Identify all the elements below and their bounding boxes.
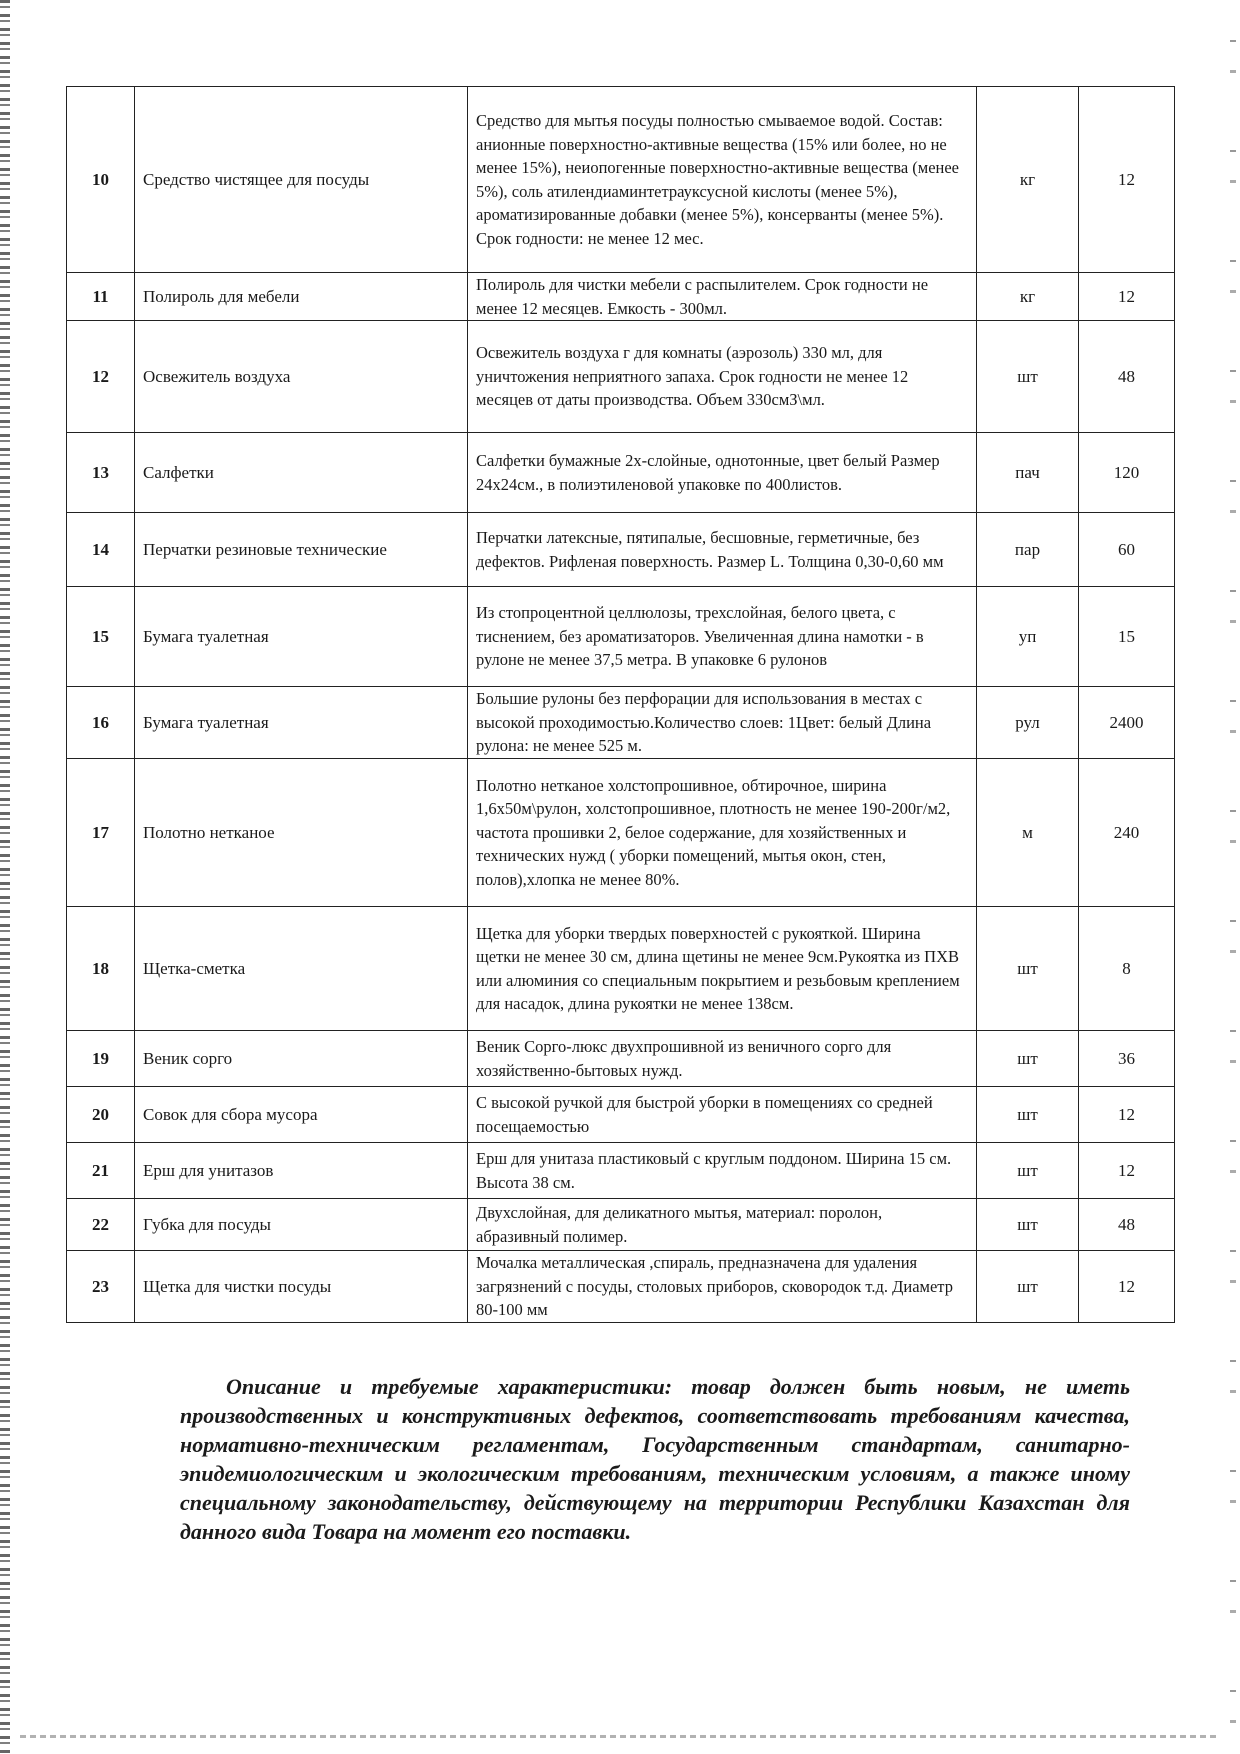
table-row: [67, 513, 1175, 587]
item-quantity: 12: [1079, 1087, 1175, 1143]
item-name: Освежитель воздуха: [135, 321, 468, 433]
item-name: Полироль для мебели: [135, 273, 468, 321]
item-name: Бумага туалетная: [135, 687, 468, 759]
item-description: Полироль для чистки мебели с распылителем. Срок годности не менее 12 месяцев. Емкость - 300мл.: [468, 273, 977, 321]
row-number: 20: [67, 1087, 135, 1143]
item-unit: м: [977, 759, 1079, 907]
item-unit: рул: [977, 687, 1079, 759]
scan-edge-artifact: [20, 1735, 1220, 1738]
item-description: Полотно нетканое холстопрошивное, обтирочное, ширина 1,6х50м\рулон, холстопрошивное, плотность не менее 190-200г/м2, частота прошивки 2, белое содержание, для хозяйственных и технических нужд ( уборки помещений, мытья окон, стен, полов),хлопка не менее 80%.: [468, 759, 977, 907]
table-row: [67, 1031, 1175, 1087]
row-number: 13: [67, 433, 135, 513]
item-quantity: 15: [1079, 587, 1175, 687]
item-description: Перчатки латексные, пятипалые, бесшовные, герметичные, без дефектов. Рифленая поверхность. Размер L. Толщина 0,30-0,60 мм: [468, 513, 977, 587]
table-row: [67, 1087, 1175, 1143]
row-number: 21: [67, 1143, 135, 1199]
item-description: Освежитель воздуха г для комнаты (аэрозоль) 330 мл, для уничтожения неприятного запаха. Срок годности не менее 12 месяцев от даты производства. Объем 330смЗ\мл.: [468, 321, 977, 433]
item-description: Средство для мытья посуды полностью смываемое водой. Состав: анионные поверхностно-активные вещества (15% или более, но не менее 15%), неиопогенные поверхностно-активные вещества (менее 5%), соль атилендиаминтетрауксусной кислоты (менее 5%), ароматизированные добавки (менее 5%), консерванты (менее 5%). Срок годности: не менее 12 мес.: [468, 87, 977, 273]
item-name: Щетка для чистки посуды: [135, 1251, 468, 1323]
row-number: 23: [67, 1251, 135, 1323]
requirements-note: Описание и требуемые характеристики: товар должен быть новым, не иметь производственных и конструктивных дефектов, соответствовать требованиям качества, нормативно-техническим регламентам, Государственным стандартам, санитарно-эпидемиологическим и экологическим требованиям, техническим условиям, а также иному специальному законодательству, действующему на территории Республики Казахстан для данного вида Товара на момент его поставки.: [180, 1374, 1130, 1544]
item-description: Из стопроцентной целлюлозы, трехслойная, белого цвета, с тиснением, без ароматизаторов. Увеличенная длина намотки - в рулоне не менее 37,5 метра. В упаковке 6 рулонов: [468, 587, 977, 687]
table-row: [67, 433, 1175, 513]
item-unit: шт: [977, 907, 1079, 1031]
item-description: Салфетки бумажные 2х-слойные, однотонные, цвет белый Размер 24х24см., в полиэтиленовой упаковке по 400листов.: [468, 433, 977, 513]
item-name: Губка для посуды: [135, 1199, 468, 1251]
item-name: Перчатки резиновые технические: [135, 513, 468, 587]
item-quantity: 12: [1079, 1251, 1175, 1323]
items-table: [66, 86, 1175, 1323]
item-name: Совок для сбора мусора: [135, 1087, 468, 1143]
item-quantity: 48: [1079, 321, 1175, 433]
item-quantity: 60: [1079, 513, 1175, 587]
row-number: 19: [67, 1031, 135, 1087]
table-row: [67, 1199, 1175, 1251]
item-quantity: 12: [1079, 1143, 1175, 1199]
item-unit: шт: [977, 1143, 1079, 1199]
item-name: Салфетки: [135, 433, 468, 513]
row-number: 12: [67, 321, 135, 433]
document-page: [66, 86, 1174, 1323]
item-name: Щетка-сметка: [135, 907, 468, 1031]
item-quantity: 8: [1079, 907, 1175, 1031]
item-name: Средство чистящее для посуды: [135, 87, 468, 273]
item-description: Щетка для уборки твердых поверхностей с рукояткой. Ширина щетки не менее 30 см, длина щетины не менее 9см.Рукоятка из ПХВ или алюминия со специальным покрытием и резьбовым креплением для насадок, длина рукоятки не менее 138см.: [468, 907, 977, 1031]
row-number: 22: [67, 1199, 135, 1251]
table-row: [67, 587, 1175, 687]
scan-edge-artifact: [0, 0, 10, 1754]
table-row: [67, 759, 1175, 907]
row-number: 14: [67, 513, 135, 587]
item-quantity: 240: [1079, 759, 1175, 907]
item-description: Ерш для унитаза пластиковый с круглым поддоном. Ширина 15 см. Высота 38 см.: [468, 1143, 977, 1199]
row-number: 16: [67, 687, 135, 759]
item-name: Веник сорго: [135, 1031, 468, 1087]
row-number: 10: [67, 87, 135, 273]
item-quantity: 12: [1079, 273, 1175, 321]
item-unit: шт: [977, 1199, 1079, 1251]
item-unit: кг: [977, 273, 1079, 321]
item-unit: пар: [977, 513, 1079, 587]
item-unit: уп: [977, 587, 1079, 687]
item-quantity: 12: [1079, 87, 1175, 273]
item-unit: шт: [977, 1087, 1079, 1143]
item-quantity: 2400: [1079, 687, 1175, 759]
row-number: 11: [67, 273, 135, 321]
table-row: [67, 273, 1175, 321]
item-name: Бумага туалетная: [135, 587, 468, 687]
item-quantity: 120: [1079, 433, 1175, 513]
items-table-body: [67, 87, 1175, 1323]
item-unit: шт: [977, 1251, 1079, 1323]
item-unit: шт: [977, 321, 1079, 433]
item-name: Полотно нетканое: [135, 759, 468, 907]
item-unit: шт: [977, 1031, 1079, 1087]
item-description: Двухслойная, для деликатного мытья, материал: поролон, абразивный полимер.: [468, 1199, 977, 1251]
table-row: [67, 321, 1175, 433]
item-description: Мочалка металлическая ,спираль, предназначена для удаления загрязнений с посуды, столовых приборов, сковородок т.д. Диаметр 80-100 мм: [468, 1251, 977, 1323]
item-unit: кг: [977, 87, 1079, 273]
table-row: [67, 87, 1175, 273]
row-number: 18: [67, 907, 135, 1031]
table-row: [67, 907, 1175, 1031]
scan-edge-artifact: [1230, 0, 1236, 1754]
item-quantity: 48: [1079, 1199, 1175, 1251]
row-number: 17: [67, 759, 135, 907]
item-unit: пач: [977, 433, 1079, 513]
item-name: Ерш для унитазов: [135, 1143, 468, 1199]
item-description: С высокой ручкой для быстрой уборки в помещениях со средней посещаемостью: [468, 1087, 977, 1143]
table-row: [67, 687, 1175, 759]
table-row: [67, 1251, 1175, 1323]
item-description: Большие рулоны без перфорации для использования в местах с высокой проходимостью.Количество слоев: 1Цвет: белый Длина рулона: не менее 525 м.: [468, 687, 977, 759]
row-number: 15: [67, 587, 135, 687]
item-quantity: 36: [1079, 1031, 1175, 1087]
table-row: [67, 1143, 1175, 1199]
item-description: Веник Сорго-люкс двухпрошивной из веничного сорго для хозяйственно-бытовых нужд.: [468, 1031, 977, 1087]
